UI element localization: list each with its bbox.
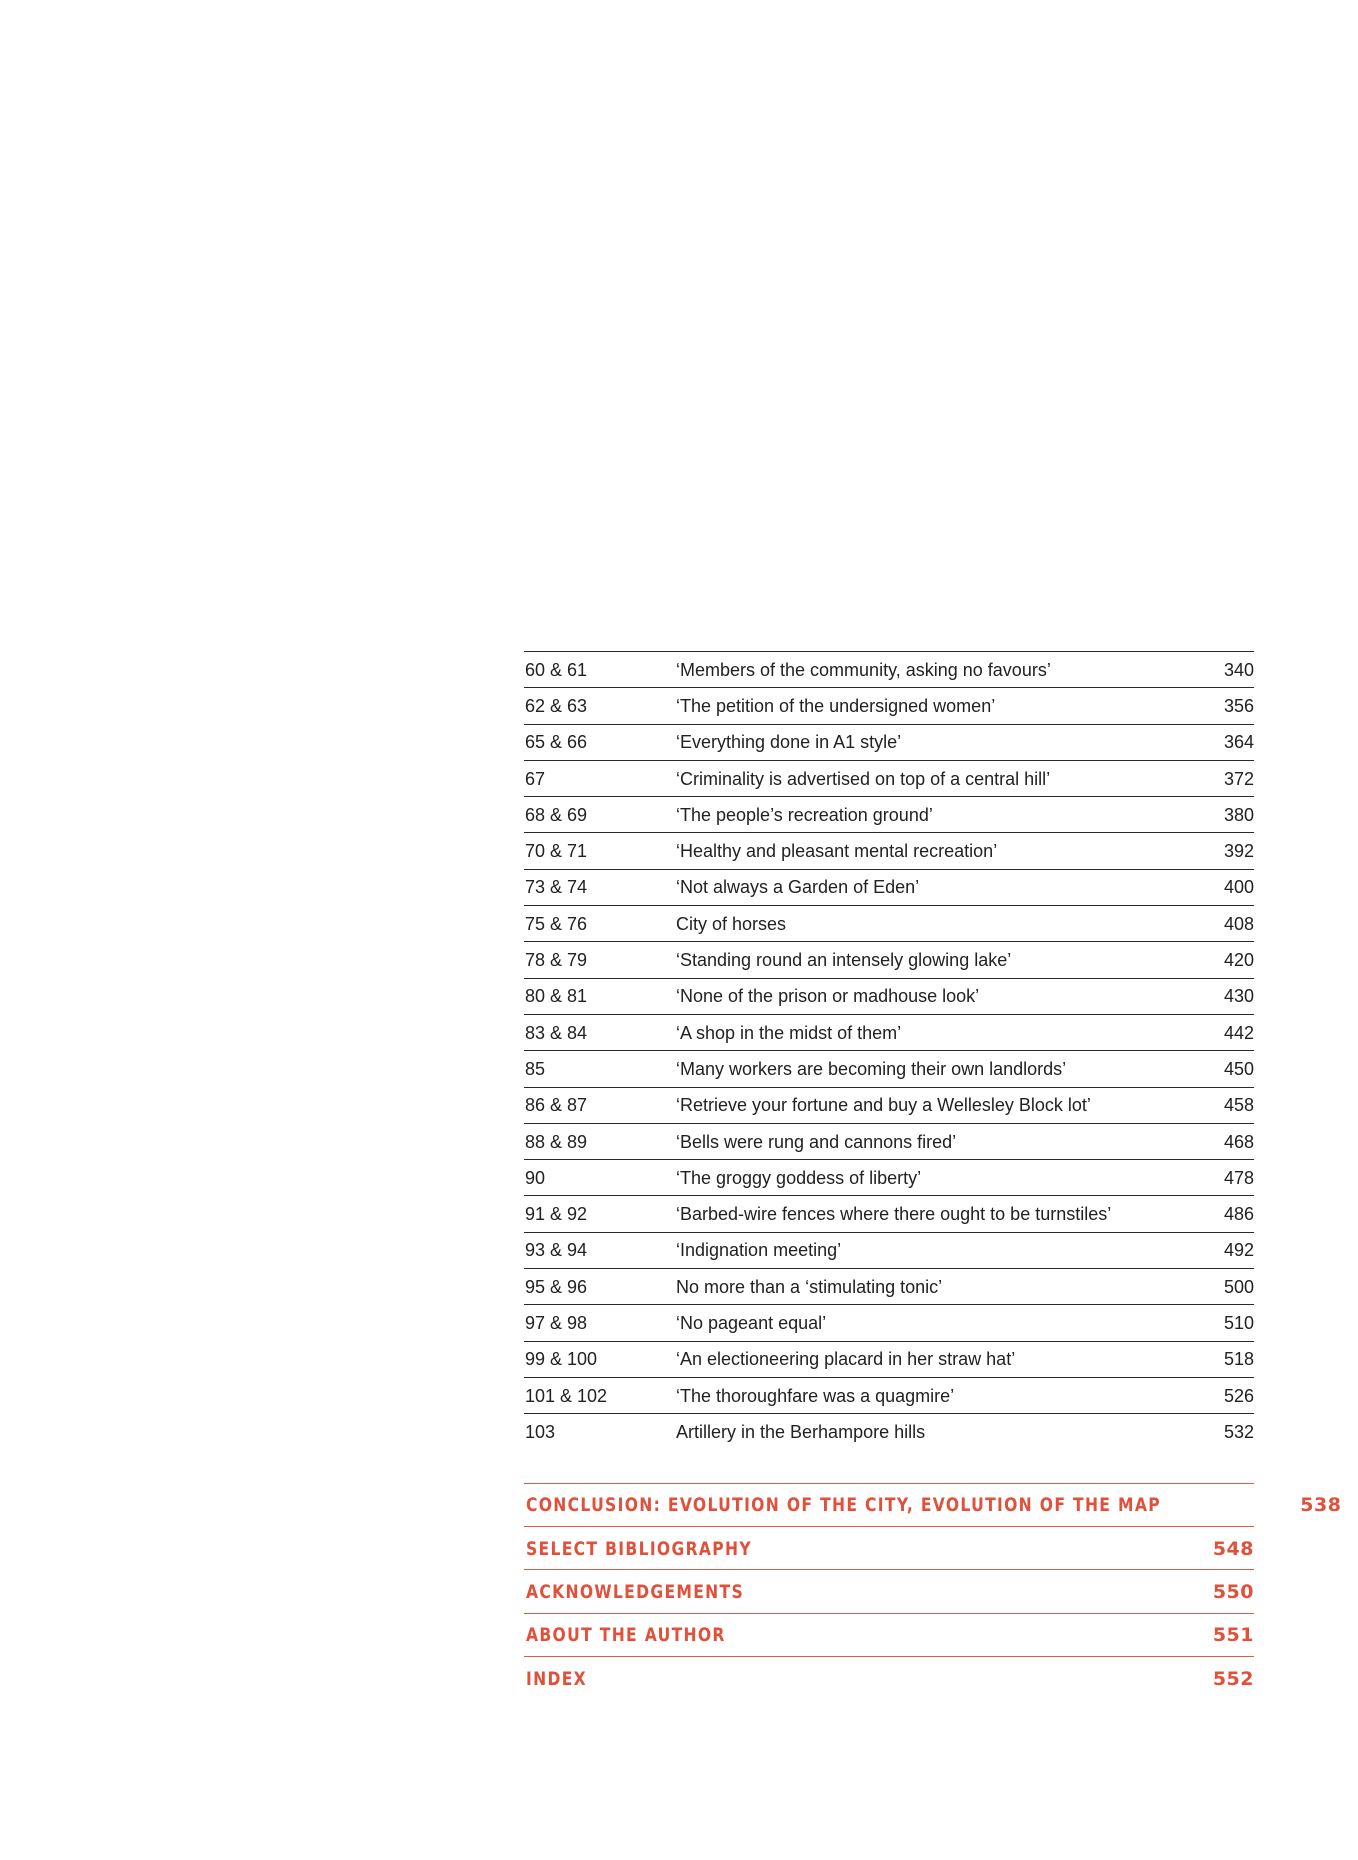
section-title: ACKNOWLEDGEMENTS <box>526 1581 745 1603</box>
section-title: INDEX <box>526 1667 587 1690</box>
plate-number: 88 & 89 <box>525 1131 588 1152</box>
plate-number: 101 & 102 <box>525 1385 608 1406</box>
plate-number: 86 & 87 <box>525 1095 588 1116</box>
plate-title: Artillery in the Berhampore hills <box>676 1421 926 1442</box>
plate-title: ‘Not always a Garden of Eden’ <box>676 877 920 898</box>
plate-number: 99 & 100 <box>525 1349 598 1370</box>
page-number: 518 <box>1223 1349 1254 1370</box>
plate-number: 73 & 74 <box>525 877 588 898</box>
table-row <box>524 1014 1254 1050</box>
page-number: 526 <box>1223 1385 1254 1406</box>
plate-number: 85 <box>525 1058 546 1079</box>
plate-number: 83 & 84 <box>525 1022 588 1043</box>
plate-title: ‘Indignation meeting’ <box>676 1240 842 1261</box>
plate-title: ‘Healthy and pleasant mental recreation’ <box>676 841 998 862</box>
table-row <box>524 905 1254 941</box>
toc-section-bibliography[interactable] <box>524 1526 1254 1569</box>
table-row <box>524 1159 1254 1195</box>
page-number: 392 <box>1223 841 1254 862</box>
page-number: 408 <box>1223 913 1254 934</box>
plate-number: 78 & 79 <box>525 950 588 971</box>
plate-title: ‘An electioneering placard in her straw hat’ <box>676 1349 1016 1370</box>
page-number: 340 <box>1223 659 1254 680</box>
page-number: 356 <box>1223 695 1254 716</box>
toc-section-index[interactable] <box>524 1656 1254 1699</box>
table-row <box>524 1087 1254 1123</box>
page-number: 532 <box>1223 1421 1254 1442</box>
page-number: 486 <box>1223 1204 1254 1225</box>
plate-title: ‘The thoroughfare was a quagmire’ <box>676 1385 955 1406</box>
table-row <box>524 1377 1254 1413</box>
page-number: 538 <box>1300 1494 1342 1517</box>
plate-title: ‘Retrieve your fortune and buy a Wellesley Block lot’ <box>676 1095 1091 1116</box>
page-number: 552 <box>1212 1667 1254 1690</box>
plate-number: 95 & 96 <box>525 1276 588 1297</box>
table-row <box>524 941 1254 977</box>
table-row <box>524 687 1254 723</box>
plate-title: ‘None of the prison or madhouse look’ <box>676 986 980 1007</box>
page-number: 510 <box>1223 1312 1254 1333</box>
table-row <box>524 1195 1254 1231</box>
plate-title: City of horses <box>676 913 787 934</box>
plate-title: ‘No pageant equal’ <box>676 1312 827 1333</box>
plate-number: 62 & 63 <box>525 695 588 716</box>
table-of-contents <box>524 651 1342 1699</box>
table-row <box>524 1413 1254 1449</box>
page-number: 380 <box>1223 804 1254 825</box>
page-number: 468 <box>1223 1131 1254 1152</box>
page-number: 400 <box>1223 877 1254 898</box>
plate-title: ‘Standing round an intensely glowing lake’ <box>676 950 1012 971</box>
plate-number: 70 & 71 <box>525 841 588 862</box>
plate-title: ‘The petition of the undersigned women’ <box>676 695 996 716</box>
plate-title: ‘A shop in the midst of them’ <box>676 1022 902 1043</box>
page-number: 450 <box>1223 1058 1254 1079</box>
plate-title: ‘Many workers are becoming their own landlords’ <box>676 1058 1067 1079</box>
plate-title: ‘The people’s recreation ground’ <box>676 804 933 825</box>
plate-title: ‘Everything done in A1 style’ <box>676 732 902 753</box>
toc-section-conclusion[interactable] <box>524 1483 1342 1526</box>
plate-number: 103 <box>525 1421 556 1442</box>
plate-number: 80 & 81 <box>525 986 588 1007</box>
table-row <box>524 1341 1254 1377</box>
table-row <box>524 724 1254 760</box>
page-number: 372 <box>1223 768 1254 789</box>
plate-title: ‘Criminality is advertised on top of a central hill’ <box>676 768 1051 789</box>
table-row <box>524 1123 1254 1159</box>
page-number: 430 <box>1223 986 1254 1007</box>
table-row <box>524 832 1254 868</box>
page-number: 500 <box>1223 1276 1254 1297</box>
section-title: ABOUT THE AUTHOR <box>526 1624 726 1647</box>
plate-number: 68 & 69 <box>525 804 588 825</box>
toc-section-acknowledgements[interactable] <box>524 1569 1254 1612</box>
plate-number: 67 <box>525 768 546 789</box>
back-matter-list <box>524 1483 1342 1700</box>
page-number: 364 <box>1223 732 1254 753</box>
table-row <box>524 651 1254 687</box>
page-number: 478 <box>1223 1167 1254 1188</box>
table-row <box>524 978 1254 1014</box>
plate-title: No more than a ‘stimulating tonic’ <box>676 1276 943 1297</box>
plate-number: 91 & 92 <box>525 1204 588 1225</box>
page-number: 420 <box>1223 950 1254 971</box>
plate-list <box>524 651 1254 1450</box>
page-number: 458 <box>1223 1095 1254 1116</box>
plate-title: ‘Barbed-wire fences where there ought to be turnstiles’ <box>676 1204 1112 1225</box>
page-number: 442 <box>1223 1022 1254 1043</box>
page-number: 550 <box>1212 1581 1254 1603</box>
plate-number: 60 & 61 <box>525 659 588 680</box>
plate-number: 65 & 66 <box>525 732 588 753</box>
page-number: 548 <box>1212 1537 1254 1560</box>
table-row <box>524 1050 1254 1086</box>
page-number: 551 <box>1212 1624 1254 1647</box>
table-row <box>524 1268 1254 1304</box>
plate-number: 93 & 94 <box>525 1240 588 1261</box>
plate-number: 75 & 76 <box>525 913 588 934</box>
plate-title: ‘Members of the community, asking no favours’ <box>676 659 1051 680</box>
plate-number: 97 & 98 <box>525 1312 588 1333</box>
table-row <box>524 796 1254 832</box>
section-title: CONCLUSION: EVOLUTION OF THE CITY, EVOLUTION OF THE MAP <box>526 1494 1161 1517</box>
plate-title: ‘Bells were rung and cannons fired’ <box>676 1131 957 1152</box>
page-number: 492 <box>1223 1240 1254 1261</box>
table-row <box>524 760 1254 796</box>
toc-section-about-author[interactable] <box>524 1613 1254 1656</box>
table-row <box>524 869 1254 905</box>
section-title: SELECT BIBLIOGRAPHY <box>526 1537 752 1560</box>
table-row <box>524 1232 1254 1268</box>
table-row <box>524 1304 1254 1340</box>
plate-title: ‘The groggy goddess of liberty’ <box>676 1167 922 1188</box>
plate-number: 90 <box>525 1167 546 1188</box>
